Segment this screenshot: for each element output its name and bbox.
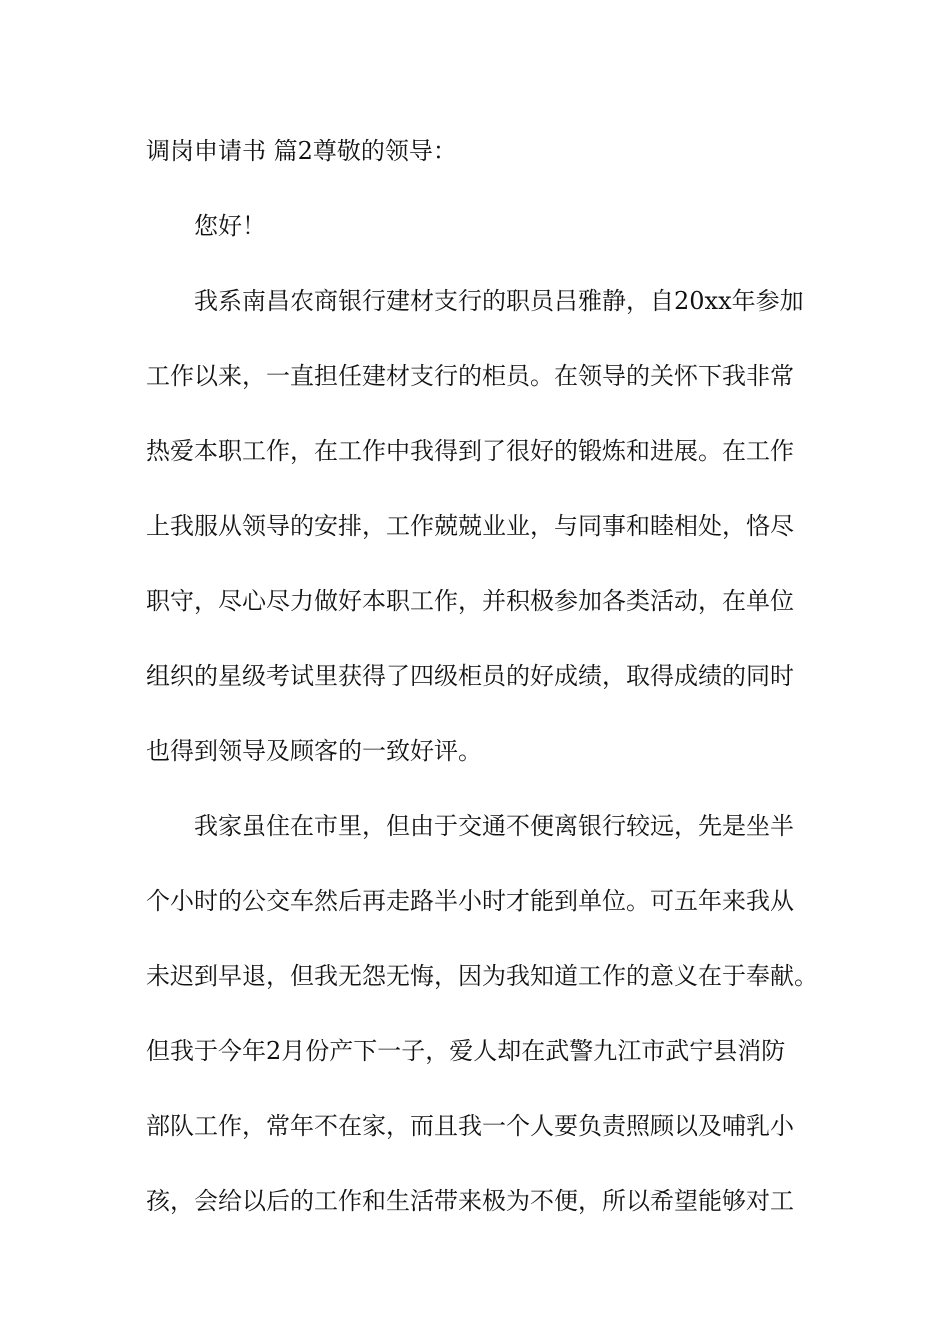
paragraph-1-line-7: 也得到领导及顾客的一致好评。 — [146, 737, 482, 765]
paragraph-2-line-3: 未迟到早退，但我无怨无悔，因为我知道工作的意义在于奉献。 — [146, 962, 818, 990]
paragraph-2-line-5: 部队工作，常年不在家，而且我一个人要负责照顾以及哺乳小 — [146, 1112, 794, 1140]
paragraph-1-line-3: 热爱本职工作，在工作中我得到了很好的锻炼和进展。在工作 — [146, 437, 794, 465]
paragraph-2-line-6: 孩，会给以后的工作和生活带来极为不便，所以希望能够对工 — [146, 1187, 794, 1215]
paragraph-1-line-6: 组织的星级考试里获得了四级柜员的好成绩，取得成绩的同时 — [146, 662, 794, 690]
paragraph-1-line-5: 职守，尽心尽力做好本职工作，并积极参加各类活动，在单位 — [146, 587, 794, 615]
paragraph-2-line-2: 个小时的公交车然后再走路半小时才能到单位。可五年来我从 — [146, 887, 794, 915]
paragraph-1-line-1: 我系南昌农商银行建材支行的职员吕雅静，自20xx年参加 — [194, 287, 804, 315]
greeting-line: 您好！ — [194, 212, 266, 240]
paragraph-1-line-2: 工作以来，一直担任建材支行的柜员。在领导的关怀下我非常 — [146, 362, 794, 390]
heading-line: 调岗申请书 篇2尊敬的领导： — [146, 137, 457, 165]
paragraph-2-line-1: 我家虽住在市里，但由于交通不便离银行较远，先是坐半 — [194, 812, 794, 840]
paragraph-1-line-4: 上我服从领导的安排，工作兢兢业业，与同事和睦相处，恪尽 — [146, 512, 794, 540]
paragraph-2-line-4: 但我于今年2月份产下一子，爱人却在武警九江市武宁县消防 — [146, 1037, 786, 1065]
